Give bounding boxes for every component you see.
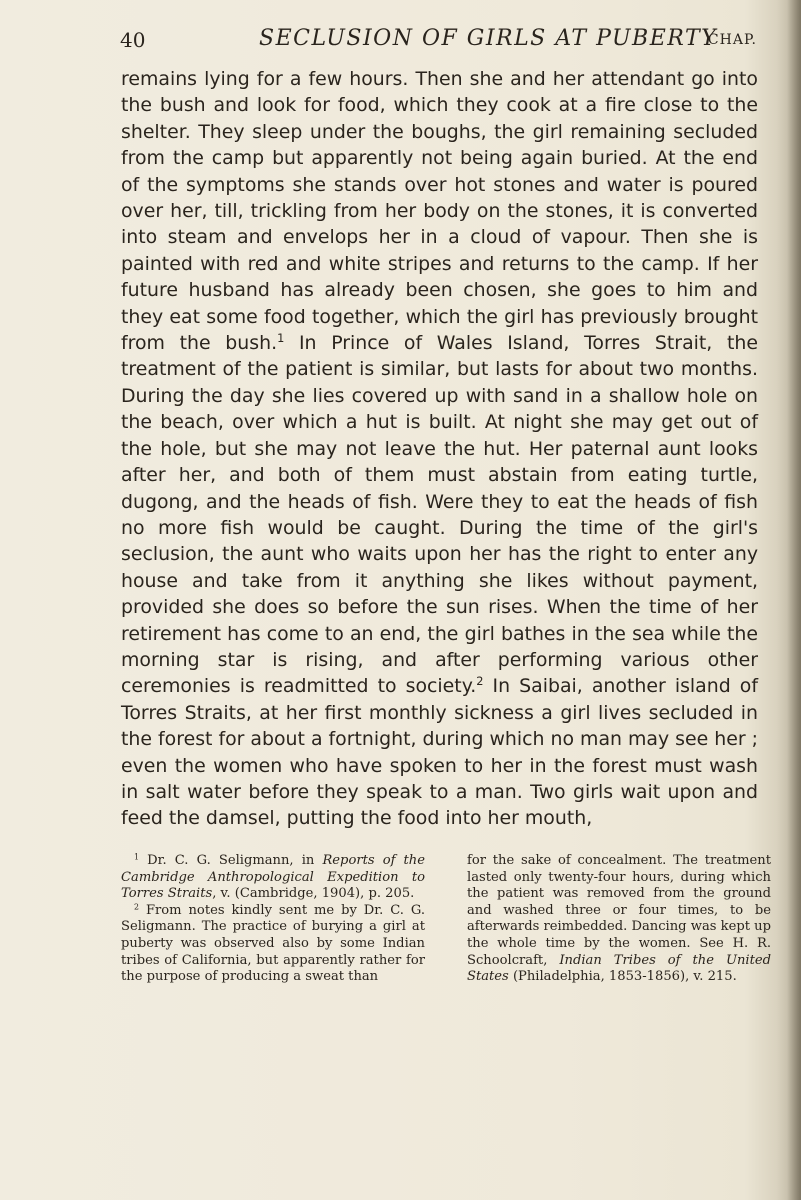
footnote-text: , v. (Cambridge, 1904), p. 205. — [212, 886, 415, 902]
footnote-text: Dr. C. G. Seligmann, in — [139, 853, 323, 868]
body-paragraph — [121, 66, 758, 832]
main-text — [121, 66, 758, 832]
page-number: 40 — [120, 28, 146, 52]
footnotes-left-column — [121, 853, 425, 986]
footnote-text: for the sake of concealment. The treatment lasted only twenty-four hours, during which the patient was removed from the ground and washed three or four times, to be afterwards reimbedded. Dancing was kept up the whole time by the women. See H. R. Schoolcraft, — [467, 853, 771, 968]
footnote-text: (Philadelphia, 1853-1856), v. 215. — [508, 969, 737, 985]
footnote-2-continued — [467, 853, 771, 986]
footnote-ref: 2 — [476, 674, 484, 689]
footnote-text: From notes kindly sent me by Dr. C. G. Seligmann. The practice of burying a girl at puberty was observed also by some Indian tribes of California, but apparently rather for the purpose of producing a sweat than — [121, 902, 425, 985]
footnote-title: Reports of the Cambridge Anthropological Expedition to Torres Straits — [121, 853, 425, 902]
footnote-title: Indian Tribes of the United States — [467, 952, 771, 985]
footnote-mark: 2 — [134, 902, 140, 912]
footnote-1 — [121, 853, 425, 903]
page-edge-shadow — [787, 0, 801, 1200]
body-text-segment: In Prince of Wales Island, Torres Strait, the treatment of the patient is similar, but lasts for about two months. During the day she lies covered up with sand in a shallow hole on the beach, over which a hut is built. At night she may get out of the hole, but she may not leave the hut. Her paternal aunt looks after her, and both of them must abstain from eating turtle, dugong, and the heads of fish. Were they to eat the heads of fish no more fish would be caught. During the time of the girl's seclusion, the aunt who waits upon her has the right to enter any house and take from it anything she likes without payment, provided she does so before the sun rises. When the time of her retirement has come to an end, the girl bathes in the sea while the morning star is rising, and after performing various other ceremonies is readmitted to society. — [121, 332, 758, 698]
body-text-segment: remains lying for a few hours. Then she and her attendant go into the bush and look for food, which they cook at a fire close to the shelter. They sleep under the boughs, the girl remaining secluded from the camp but apparently not being again buried. At the end of the symptoms she stands over hot stones and water is poured over her, till, trickling from her body on the stones, it is converted into steam and envelops her in a cloud of vapour. Then she is painted with red and white stripes and returns to the camp. If her future husband has already been chosen, she goes to him and they eat some food together, which the girl has previously brought from the bush. — [121, 68, 758, 355]
page-header — [120, 28, 780, 58]
chapter-label: CHAP. — [707, 32, 757, 48]
running-title: SECLUSION OF GIRLS AT PUBERTY — [259, 26, 718, 51]
footnotes-right-column — [467, 853, 771, 986]
footnote-mark: 1 — [134, 852, 140, 862]
footnote-ref: 1 — [277, 331, 285, 346]
body-text-segment: In Saibai, another island of Torres Straits, at her first monthly sickness a girl lives secluded in the forest for about a fortnight, during which no man may see her ; even the women who have spoken to her in the forest must wash in salt water before they speak to a man. Two girls wait upon and feed the damsel, putting the food into her mouth, — [121, 675, 758, 830]
footnote-2 — [121, 903, 425, 986]
